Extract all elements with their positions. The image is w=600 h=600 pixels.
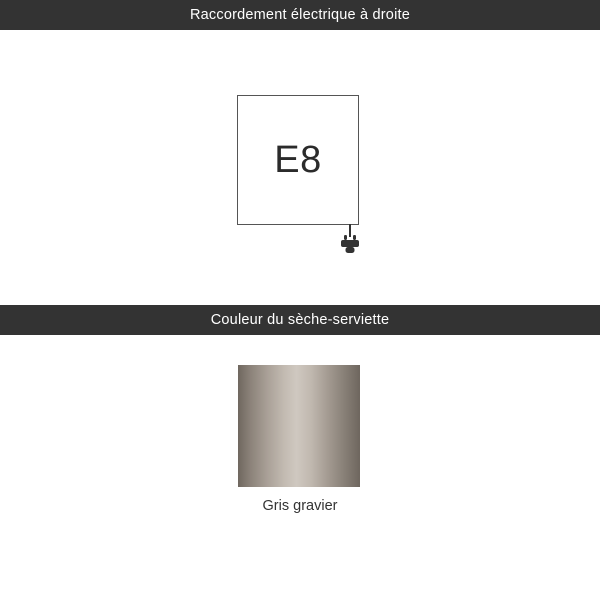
colour-swatch-gris-gravier[interactable] [238, 365, 360, 487]
colour-swatch-label: Gris gravier [262, 498, 338, 514]
colour-panel [0, 335, 600, 600]
radiator-model-label: E8 [274, 138, 322, 181]
section-header-electrical-connection: Raccordement électrique à droite [0, 0, 600, 30]
radiator-diagram [0, 30, 600, 305]
section-header-towel-rail-colour: Couleur du sèche-serviette [0, 305, 600, 335]
electrical-connection-panel [0, 30, 600, 305]
power-plug-icon [336, 233, 364, 255]
